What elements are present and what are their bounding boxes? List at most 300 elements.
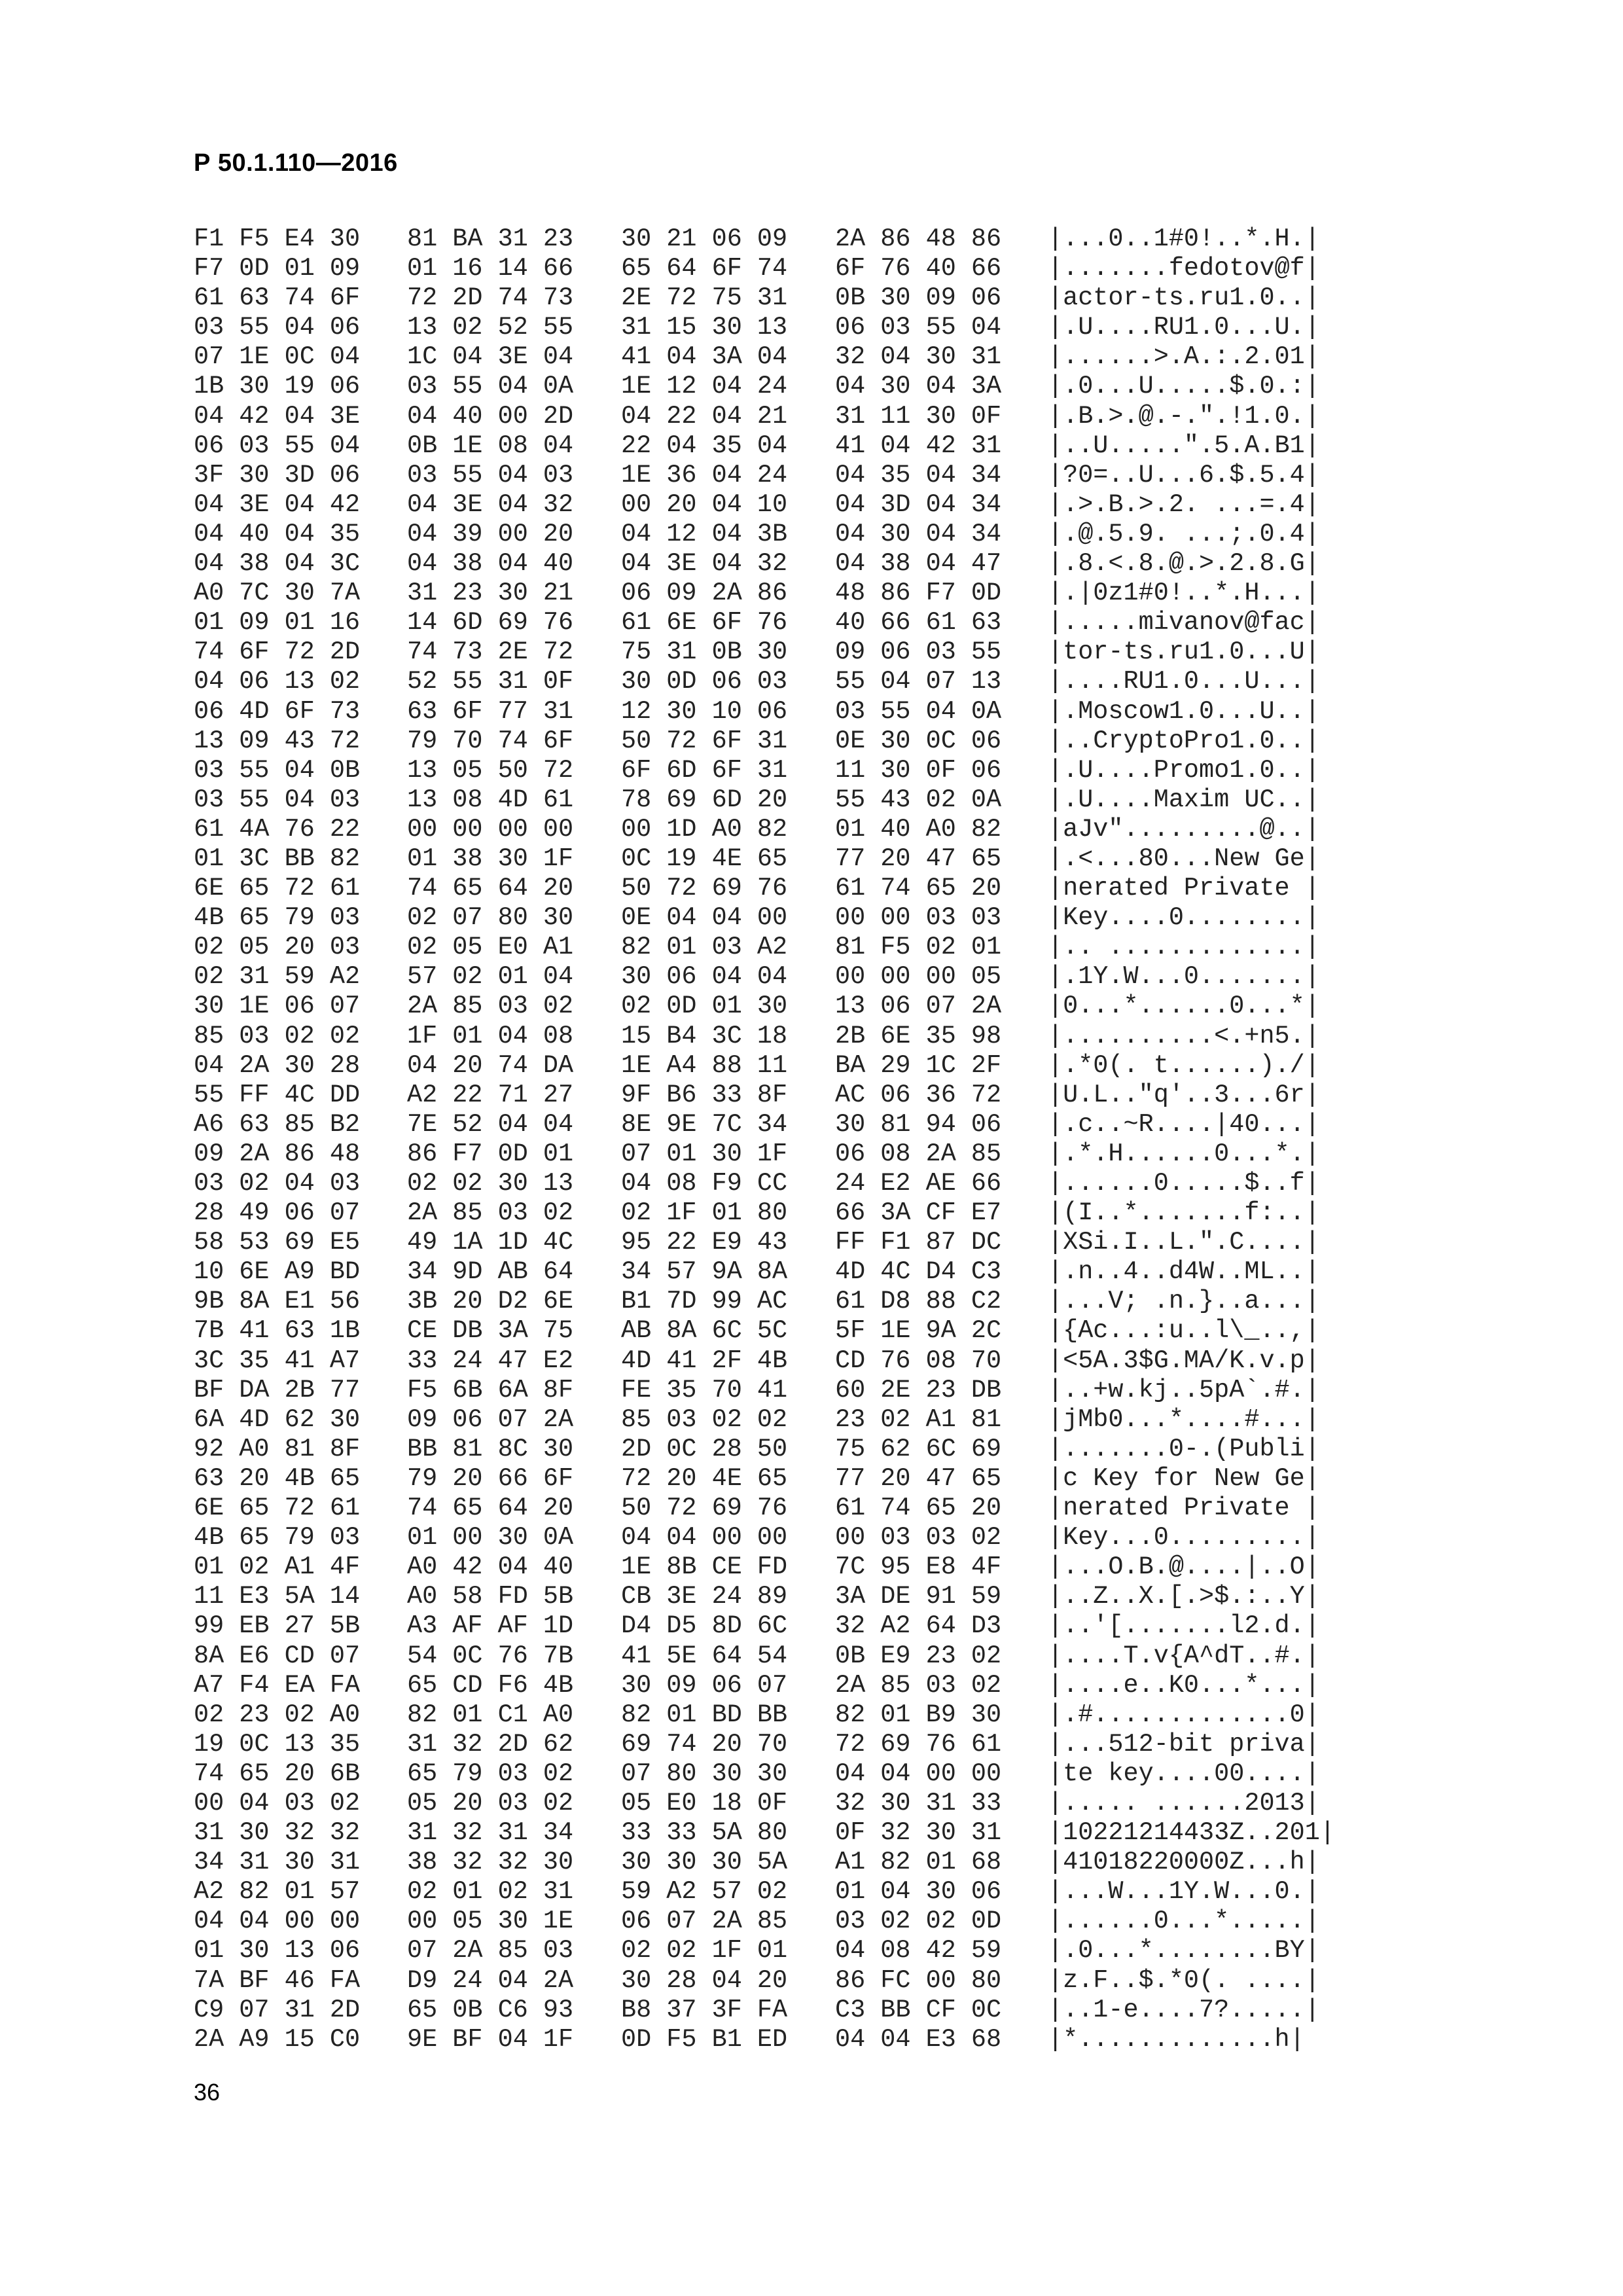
hex-group: 1B 30 19 06 <box>194 372 361 401</box>
hex-group: 03 02 02 0D <box>835 1907 1002 1936</box>
hex-group: 3C 35 41 A7 <box>194 1346 361 1375</box>
hex-group: 31 23 30 21 <box>407 579 574 608</box>
hex-group: 77 20 47 65 <box>835 844 1002 873</box>
hex-group: 30 81 94 06 <box>835 1109 1002 1139</box>
hex-group: 22 04 35 04 <box>621 431 788 460</box>
hex-group: 30 21 06 09 <box>621 224 788 253</box>
ascii-column: |.*.H......0...*.| <box>1048 1139 1320 1168</box>
hex-dump-row <box>194 874 1372 903</box>
hex-group: 8A E6 CD 07 <box>194 1641 361 1670</box>
hex-dump-row <box>194 1552 1372 1582</box>
hex-group: 4B 65 79 03 <box>194 903 361 933</box>
hex-group: 1E 36 04 24 <box>621 460 788 490</box>
hex-group: 04 04 00 00 <box>621 1523 788 1552</box>
hex-group: 03 55 04 0A <box>407 372 574 401</box>
hex-group: 30 30 30 5A <box>621 1848 788 1877</box>
ascii-column: |...O.B.@....|..O| <box>1048 1552 1320 1582</box>
hex-group: 63 20 4B 65 <box>194 1463 361 1493</box>
hex-group: 3F 30 3D 06 <box>194 460 361 490</box>
hex-group: B8 37 3F FA <box>621 1995 788 2024</box>
hex-dump-row <box>194 1789 1372 1818</box>
hex-group: 74 65 64 20 <box>407 1494 574 1523</box>
hex-group: 61 74 65 20 <box>835 1494 1002 1523</box>
hex-group: 05 20 03 02 <box>407 1788 574 1818</box>
ascii-column: |.8.<.8.@.>.2.8.G| <box>1048 549 1320 579</box>
ascii-column: |..'[.......l2.d.| <box>1048 1611 1320 1641</box>
hex-dump-row <box>194 1081 1372 1110</box>
hex-group: 09 06 03 55 <box>835 637 1002 667</box>
hex-group: 01 40 A0 82 <box>835 814 1002 844</box>
hex-group: 00 20 04 10 <box>621 490 788 519</box>
hex-group: 1C 04 3E 04 <box>407 342 574 372</box>
hex-group: 01 00 30 0A <box>407 1523 574 1552</box>
hex-group: 52 55 31 0F <box>407 667 574 696</box>
ascii-column: |<5A.3$G.MA/K.v.p| <box>1048 1346 1320 1375</box>
hex-group: A0 7C 30 7A <box>194 579 361 608</box>
hex-group: 30 09 06 07 <box>621 1670 788 1700</box>
hex-group: 04 3E 04 42 <box>194 490 361 519</box>
hex-group: 06 4D 6F 73 <box>194 696 361 726</box>
hex-group: 3B 20 D2 6E <box>407 1287 574 1316</box>
hex-group: 50 72 6F 31 <box>621 726 788 755</box>
ascii-column: |....RU1.0...U...| <box>1048 667 1320 696</box>
hex-group: 04 40 04 35 <box>194 519 361 548</box>
hex-group: 07 2A 85 03 <box>407 1936 574 1965</box>
hex-dump-row <box>194 1523 1372 1552</box>
hex-group: D9 24 04 2A <box>407 1965 574 1995</box>
hex-group: F7 0D 01 09 <box>194 254 361 283</box>
ascii-column: |..CryptoPro1.0..| <box>1048 726 1320 755</box>
hex-group: F5 6B 6A 8F <box>407 1375 574 1405</box>
hex-group: 0F 32 30 31 <box>835 1818 1002 1848</box>
hex-group: 01 38 30 1F <box>407 844 574 873</box>
hex-dump-row <box>194 1730 1372 1759</box>
hex-group: C3 BB CF 0C <box>835 1995 1002 2024</box>
hex-group: 4B 65 79 03 <box>194 1523 361 1552</box>
hex-group: 55 FF 4C DD <box>194 1080 361 1109</box>
hex-group: 2E 72 75 31 <box>621 283 788 313</box>
hex-group: 04 35 04 34 <box>835 460 1002 490</box>
ascii-column: |.. .............| <box>1048 933 1320 962</box>
hex-group: 06 09 2A 86 <box>621 579 788 608</box>
hex-group: CB 3E 24 89 <box>621 1582 788 1611</box>
hex-group: 01 04 30 06 <box>835 1877 1002 1907</box>
hex-group: 41 04 42 31 <box>835 431 1002 460</box>
ascii-column: |.0...*........BY| <box>1048 1936 1320 1965</box>
hex-dump-row <box>194 579 1372 608</box>
hex-group: 34 31 30 31 <box>194 1848 361 1877</box>
page-number: 36 <box>194 2079 221 2106</box>
hex-group: 31 32 31 34 <box>407 1818 574 1848</box>
ascii-column: |0...*......0...*| <box>1048 992 1320 1021</box>
hex-group: 1E A4 88 11 <box>621 1050 788 1080</box>
hex-dump <box>194 224 1372 2054</box>
hex-group: A6 63 85 B2 <box>194 1109 361 1139</box>
hex-group: 03 55 04 0A <box>835 696 1002 726</box>
hex-dump-row <box>194 490 1372 520</box>
hex-group: 78 69 6D 20 <box>621 785 788 814</box>
hex-group: 0E 30 0C 06 <box>835 726 1002 755</box>
hex-dump-row <box>194 1996 1372 2025</box>
hex-group: A2 82 01 57 <box>194 1877 361 1907</box>
hex-group: 9B 8A E1 56 <box>194 1287 361 1316</box>
hex-group: 04 40 00 2D <box>407 401 574 431</box>
hex-group: 1F 01 04 08 <box>407 1021 574 1050</box>
ascii-column: |.n..4..d4W..ML..| <box>1048 1257 1320 1287</box>
hex-dump-row <box>194 254 1372 283</box>
hex-group: 74 65 20 6B <box>194 1759 361 1788</box>
hex-group: 33 24 47 E2 <box>407 1346 574 1375</box>
ascii-column: |...0..1#0!..*.H.| <box>1048 224 1320 253</box>
hex-group: 04 06 13 02 <box>194 667 361 696</box>
hex-group: 74 73 2E 72 <box>407 637 574 667</box>
hex-dump-row <box>194 844 1372 874</box>
hex-dump-row <box>194 549 1372 579</box>
hex-dump-row <box>194 1316 1372 1346</box>
hex-group: 06 03 55 04 <box>835 313 1002 342</box>
ascii-column: |.......0-.(Publi| <box>1048 1434 1320 1463</box>
hex-group: 1E 8B CE FD <box>621 1552 788 1582</box>
hex-dump-row <box>194 1671 1372 1700</box>
hex-group: BB 81 8C 30 <box>407 1434 574 1463</box>
hex-group: 9F B6 33 8F <box>621 1080 788 1109</box>
hex-group: 5F 1E 9A 2C <box>835 1316 1002 1346</box>
hex-group: 03 55 04 03 <box>194 785 361 814</box>
hex-group: 04 30 04 3A <box>835 372 1002 401</box>
hex-group: 82 01 BD BB <box>621 1700 788 1729</box>
hex-dump-row <box>194 1700 1372 1730</box>
hex-group: 10 6E A9 BD <box>194 1257 361 1287</box>
hex-group: 40 66 61 63 <box>835 608 1002 637</box>
hex-group: 30 1E 06 07 <box>194 992 361 1021</box>
hex-group: 13 02 52 55 <box>407 313 574 342</box>
hex-group: A1 82 01 68 <box>835 1848 1002 1877</box>
ascii-column: |actor-ts.ru1.0..| <box>1048 283 1320 313</box>
hex-group: 65 0B C6 93 <box>407 1995 574 2024</box>
hex-group: 07 01 30 1F <box>621 1139 788 1168</box>
hex-group: 65 CD F6 4B <box>407 1670 574 1700</box>
hex-group: 9E BF 04 1F <box>407 2024 574 2054</box>
hex-dump-row <box>194 1641 1372 1671</box>
hex-group: 03 55 04 0B <box>194 755 361 785</box>
hex-group: 04 04 00 00 <box>835 1759 1002 1788</box>
hex-group: 2A 86 48 86 <box>835 224 1002 253</box>
ascii-column: |..+w.kj..5pA`.#.| <box>1048 1375 1320 1405</box>
hex-group: 66 3A CF E7 <box>835 1198 1002 1228</box>
hex-group: 04 38 04 3C <box>194 549 361 579</box>
hex-group: 04 12 04 3B <box>621 519 788 548</box>
hex-group: 41 5E 64 54 <box>621 1641 788 1670</box>
hex-group: F1 F5 E4 30 <box>194 224 361 253</box>
hex-group: 60 2E 23 DB <box>835 1375 1002 1405</box>
ascii-column: |Key....0........| <box>1048 903 1320 933</box>
hex-group: 75 31 0B 30 <box>621 637 788 667</box>
hex-dump-row <box>194 903 1372 933</box>
hex-group: 02 02 30 13 <box>407 1169 574 1198</box>
hex-group: 2A A9 15 C0 <box>194 2024 361 2054</box>
hex-group: 7E 52 04 04 <box>407 1109 574 1139</box>
hex-group: 02 05 E0 A1 <box>407 933 574 962</box>
hex-group: 06 08 2A 85 <box>835 1139 1002 1168</box>
hex-group: 13 05 50 72 <box>407 755 574 785</box>
hex-group: 09 06 07 2A <box>407 1405 574 1434</box>
hex-group: 2B 6E 35 98 <box>835 1021 1002 1050</box>
hex-group: 04 2A 30 28 <box>194 1050 361 1080</box>
ascii-column: |..... ......2013| <box>1048 1788 1320 1818</box>
hex-group: 2D 0C 28 50 <box>621 1434 788 1463</box>
hex-group: 1E 12 04 24 <box>621 372 788 401</box>
ascii-column: |?0=..U...6.$.5.4| <box>1048 460 1320 490</box>
hex-group: 79 20 66 6F <box>407 1463 574 1493</box>
hex-group: 05 E0 18 0F <box>621 1788 788 1818</box>
hex-group: 7A BF 46 FA <box>194 1965 361 1995</box>
hex-group: 92 A0 81 8F <box>194 1434 361 1463</box>
hex-group: 95 22 E9 43 <box>621 1228 788 1257</box>
hex-dump-row <box>194 1936 1372 1965</box>
hex-group: 81 BA 31 23 <box>407 224 574 253</box>
hex-dump-row <box>194 1405 1372 1435</box>
hex-group: A2 22 71 27 <box>407 1080 574 1109</box>
hex-group: 2A 85 03 02 <box>407 1198 574 1228</box>
hex-group: 00 05 30 1E <box>407 1907 574 1936</box>
hex-group: 02 07 80 30 <box>407 903 574 933</box>
ascii-column: |te key....00....| <box>1048 1759 1320 1788</box>
hex-dump-row <box>194 1022 1372 1051</box>
hex-dump-row <box>194 1257 1372 1287</box>
hex-dump-row <box>194 1435 1372 1464</box>
hex-group: 28 49 06 07 <box>194 1198 361 1228</box>
ascii-column: |.#.............0| <box>1048 1700 1320 1729</box>
hex-group: 01 16 14 66 <box>407 254 574 283</box>
hex-group: 01 09 01 16 <box>194 608 361 637</box>
hex-group: 81 F5 02 01 <box>835 933 1002 962</box>
hex-group: D4 D5 8D 6C <box>621 1611 788 1641</box>
hex-group: 82 01 B9 30 <box>835 1700 1002 1729</box>
hex-group: 04 42 04 3E <box>194 401 361 431</box>
hex-group: 2A 85 03 02 <box>407 992 574 1021</box>
ascii-column: |..........<.+n5.| <box>1048 1021 1320 1050</box>
hex-group: 04 38 04 40 <box>407 549 574 579</box>
hex-group: 85 03 02 02 <box>194 1021 361 1050</box>
hex-dump-row <box>194 1287 1372 1316</box>
hex-group: 04 08 F9 CC <box>621 1169 788 1198</box>
hex-group: 01 02 A1 4F <box>194 1552 361 1582</box>
hex-dump-row <box>194 1110 1372 1139</box>
ascii-column: |.<...80...New Ge| <box>1048 844 1320 873</box>
hex-group: C9 07 31 2D <box>194 1995 361 2024</box>
hex-group: 00 00 00 00 <box>407 814 574 844</box>
hex-group: 04 3E 04 32 <box>407 490 574 519</box>
ascii-column: |......0.....$..f| <box>1048 1169 1320 1198</box>
ascii-column: |nerated Private | <box>1048 874 1320 903</box>
hex-group: 00 00 00 05 <box>835 962 1002 992</box>
hex-group: 09 2A 86 48 <box>194 1139 361 1168</box>
hex-group: 6E 65 72 61 <box>194 1494 361 1523</box>
ascii-column: |..1-e....7?.....| <box>1048 1995 1320 2024</box>
ascii-column: |....T.v{A^dT..#.| <box>1048 1641 1320 1670</box>
hex-group: 00 1D A0 82 <box>621 814 788 844</box>
hex-dump-row <box>194 1848 1372 1877</box>
ascii-column: |...512-bit priva| <box>1048 1729 1320 1759</box>
hex-group: 07 80 30 30 <box>621 1759 788 1788</box>
hex-group: 7B 41 63 1B <box>194 1316 361 1346</box>
ascii-column: |.0...U.....$.0.:| <box>1048 372 1320 401</box>
hex-group: 61 D8 88 C2 <box>835 1287 1002 1316</box>
hex-group: A0 58 FD 5B <box>407 1582 574 1611</box>
hex-dump-row <box>194 962 1372 992</box>
hex-group: 07 1E 0C 04 <box>194 342 361 372</box>
hex-group: 72 2D 74 73 <box>407 283 574 313</box>
hex-dump-row <box>194 756 1372 785</box>
hex-dump-row <box>194 1139 1372 1169</box>
hex-group: 65 64 6F 74 <box>621 254 788 283</box>
ascii-column: |....e..K0...*...| <box>1048 1670 1320 1700</box>
hex-group: 03 55 04 06 <box>194 313 361 342</box>
ascii-column: |XSi.I..L.".C....| <box>1048 1228 1320 1257</box>
hex-dump-row <box>194 1907 1372 1936</box>
hex-dump-row <box>194 520 1372 549</box>
ascii-column: |.......fedotov@f| <box>1048 254 1320 283</box>
hex-dump-row <box>194 1877 1372 1907</box>
hex-group: 74 6F 72 2D <box>194 637 361 667</box>
hex-group: 58 53 69 E5 <box>194 1228 361 1257</box>
hex-dump-row <box>194 1818 1372 1848</box>
hex-group: 61 4A 76 22 <box>194 814 361 844</box>
hex-group: 72 69 76 61 <box>835 1729 1002 1759</box>
hex-group: 23 02 A1 81 <box>835 1405 1002 1434</box>
hex-dump-row <box>194 283 1372 313</box>
ascii-column: |..U.....".5.A.B1| <box>1048 431 1320 460</box>
hex-dump-row <box>194 402 1372 431</box>
hex-group: FF F1 87 DC <box>835 1228 1002 1257</box>
hex-group: 00 00 03 03 <box>835 903 1002 933</box>
hex-group: 04 39 00 20 <box>407 519 574 548</box>
ascii-column: |jMb0...*....#...| <box>1048 1405 1320 1434</box>
hex-group: 6F 6D 6F 31 <box>621 755 788 785</box>
ascii-column: |.U....RU1.0...U.| <box>1048 313 1320 342</box>
hex-group: 99 EB 27 5B <box>194 1611 361 1641</box>
ascii-column: |.|0z1#0!..*.H...| <box>1048 579 1320 608</box>
hex-group: 00 03 03 02 <box>835 1523 1002 1552</box>
hex-group: 74 65 64 20 <box>407 874 574 903</box>
ascii-column: |...V; .n.}..a...| <box>1048 1287 1320 1316</box>
ascii-column: |tor-ts.ru1.0...U| <box>1048 637 1320 667</box>
hex-group: 12 30 10 06 <box>621 696 788 726</box>
hex-group: 03 55 04 03 <box>407 460 574 490</box>
hex-dump-row <box>194 1051 1372 1081</box>
hex-group: 79 70 74 6F <box>407 726 574 755</box>
hex-group: 69 74 20 70 <box>621 1729 788 1759</box>
hex-group: A7 F4 EA FA <box>194 1670 361 1700</box>
hex-dump-row <box>194 992 1372 1021</box>
hex-group: 72 20 4E 65 <box>621 1463 788 1493</box>
hex-group: 04 08 42 59 <box>835 1936 1002 1965</box>
hex-group: 30 28 04 20 <box>621 1965 788 1995</box>
ascii-column: |Key...0.........| <box>1048 1523 1320 1552</box>
hex-dump-row <box>194 461 1372 490</box>
hex-group: 02 31 59 A2 <box>194 962 361 992</box>
hex-dump-row <box>194 2025 1372 2054</box>
hex-dump-row <box>194 1346 1372 1376</box>
hex-group: 03 02 04 03 <box>194 1169 361 1198</box>
hex-group: 86 F7 0D 01 <box>407 1139 574 1168</box>
ascii-column: |...W...1Y.W...0.| <box>1048 1877 1320 1907</box>
hex-group: AB 8A 6C 5C <box>621 1316 788 1346</box>
hex-group: 55 43 02 0A <box>835 785 1002 814</box>
hex-group: 86 FC 00 80 <box>835 1965 1002 1995</box>
hex-group: 02 01 02 31 <box>407 1877 574 1907</box>
hex-dump-row <box>194 1759 1372 1789</box>
hex-group: 8E 9E 7C 34 <box>621 1109 788 1139</box>
hex-group: 65 79 03 02 <box>407 1759 574 1788</box>
hex-group: 3A DE 91 59 <box>835 1582 1002 1611</box>
hex-dump-row <box>194 1376 1372 1405</box>
hex-group: 11 30 0F 06 <box>835 755 1002 785</box>
hex-group: 48 86 F7 0D <box>835 579 1002 608</box>
hex-dump-row <box>194 313 1372 342</box>
hex-group: 04 30 04 34 <box>835 519 1002 548</box>
hex-dump-row <box>194 667 1372 696</box>
hex-group: 32 30 31 33 <box>835 1788 1002 1818</box>
hex-dump-row <box>194 1464 1372 1494</box>
hex-group: AC 06 36 72 <box>835 1080 1002 1109</box>
hex-group: CE DB 3A 75 <box>407 1316 574 1346</box>
hex-group: 0B 30 09 06 <box>835 283 1002 313</box>
hex-group: 0D F5 B1 ED <box>621 2024 788 2054</box>
hex-group: 02 05 20 03 <box>194 933 361 962</box>
ascii-column: |.1Y.W...0.......| <box>1048 962 1320 992</box>
hex-group: 7C 95 E8 4F <box>835 1552 1002 1582</box>
hex-group: 02 0D 01 30 <box>621 992 788 1021</box>
ascii-column: |.c..~R....|40...| <box>1048 1109 1320 1139</box>
ascii-column: |.U....Promo1.0..| <box>1048 755 1320 785</box>
hex-group: 50 72 69 76 <box>621 874 788 903</box>
hex-group: 04 3E 04 32 <box>621 549 788 579</box>
hex-group: 38 32 32 30 <box>407 1848 574 1877</box>
hex-group: 14 6D 69 76 <box>407 608 574 637</box>
ascii-column: |.@.5.9. ...;.0.4| <box>1048 519 1320 548</box>
hex-group: 15 B4 3C 18 <box>621 1021 788 1050</box>
hex-group: 31 15 30 13 <box>621 313 788 342</box>
hex-group: 31 30 32 32 <box>194 1818 361 1848</box>
hex-group: B1 7D 99 AC <box>621 1287 788 1316</box>
hex-group: 63 6F 77 31 <box>407 696 574 726</box>
hex-group: 61 63 74 6F <box>194 283 361 313</box>
hex-group: 34 57 9A 8A <box>621 1257 788 1287</box>
ascii-column: |..Z..X.[.>$.:..Y| <box>1048 1582 1320 1611</box>
hex-dump-row <box>194 342 1372 372</box>
hex-group: 6F 76 40 66 <box>835 254 1002 283</box>
hex-dump-row <box>194 1966 1372 1996</box>
hex-dump-row <box>194 372 1372 401</box>
ascii-column: |.Moscow1.0...U..| <box>1048 696 1320 726</box>
hex-group: 41 04 3A 04 <box>621 342 788 372</box>
hex-group: 02 23 02 A0 <box>194 1700 361 1729</box>
hex-group: 32 A2 64 D3 <box>835 1611 1002 1641</box>
ascii-column: |(I..*.......f:..| <box>1048 1198 1320 1228</box>
hex-group: 00 04 03 02 <box>194 1788 361 1818</box>
hex-group: 13 09 43 72 <box>194 726 361 755</box>
hex-group: 61 6E 6F 76 <box>621 608 788 637</box>
hex-group: 82 01 03 A2 <box>621 933 788 962</box>
hex-group: 55 04 07 13 <box>835 667 1002 696</box>
hex-group: 33 33 5A 80 <box>621 1818 788 1848</box>
hex-group: A0 42 04 40 <box>407 1552 574 1582</box>
hex-group: 2A 85 03 02 <box>835 1670 1002 1700</box>
hex-dump-row <box>194 726 1372 756</box>
hex-group: BA 29 1C 2F <box>835 1050 1002 1080</box>
hex-group: 24 E2 AE 66 <box>835 1169 1002 1198</box>
